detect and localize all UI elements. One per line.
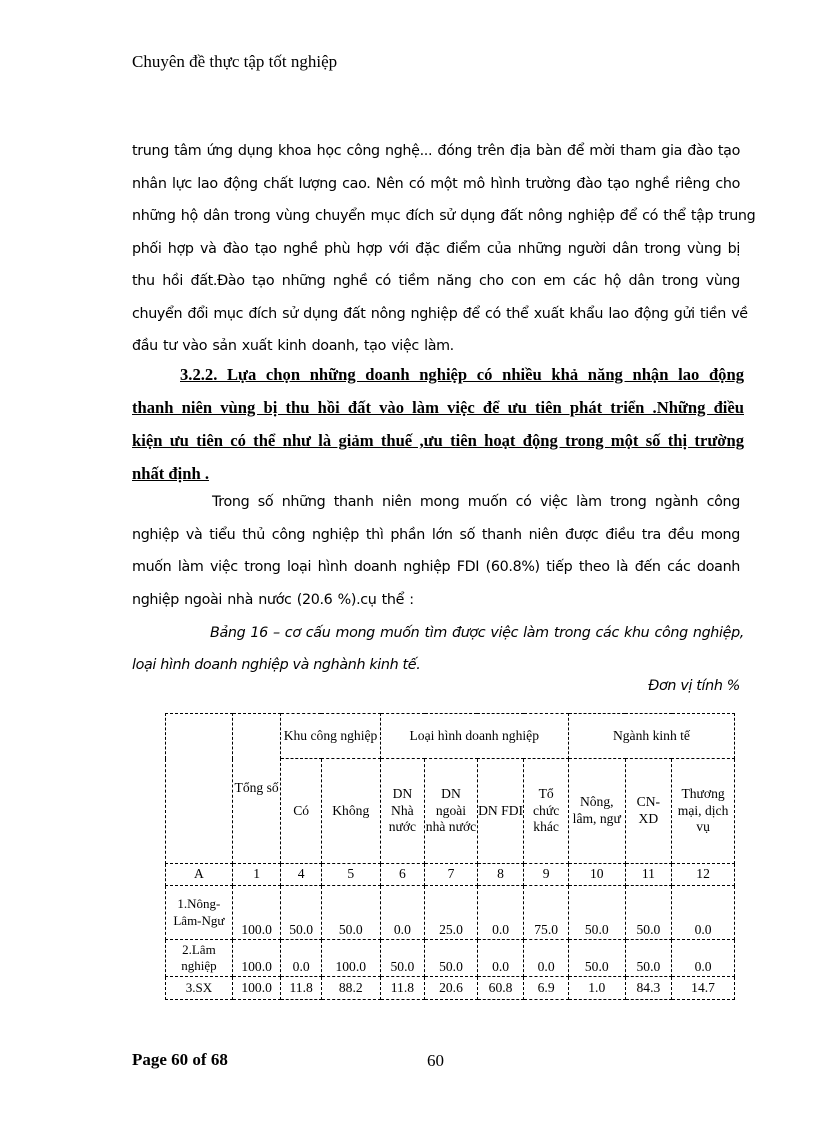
header-khong: Không: [321, 759, 380, 864]
table-cell: 50.0: [568, 940, 625, 977]
table-row: [166, 940, 735, 977]
table-cell: 0.0: [477, 886, 524, 940]
data-table: [165, 713, 735, 1000]
unit-label: Đơn vị tính %: [648, 678, 740, 694]
table-cell: 50.0: [625, 886, 672, 940]
intro-line: những hộ dân trong vùng chuyển mục đích sử dụng đất nông nghiệp để có thể tập trung: [132, 208, 756, 224]
table-row: [166, 886, 735, 940]
body-line: nghiệp và tiểu thủ công nghiệp thì phần lớn số thanh niên được điều tra đều mong: [132, 526, 740, 543]
intro-paragraph: [132, 135, 756, 363]
index-cell: 10: [568, 864, 625, 886]
table-cell: 6.9: [524, 977, 569, 1000]
index-cell: A: [166, 864, 233, 886]
table-cell: 50.0: [380, 940, 425, 977]
section-heading: [132, 358, 744, 490]
table-cell: 0.0: [380, 886, 425, 940]
table-row: [166, 977, 735, 1000]
header-nong-lam: Nông, lâm, ngư: [568, 759, 625, 864]
table-cell: 60.8: [477, 977, 524, 1000]
header-dn-fdi: DN FDI: [477, 759, 524, 864]
header-thuong-mai: Thương mại, dịch vụ: [672, 759, 735, 864]
table-cell: 14.7: [672, 977, 735, 1000]
group-header-khu: Khu công nghiệp: [281, 714, 380, 759]
table-cell: 0.0: [672, 886, 735, 940]
table-cell: 11.8: [281, 977, 321, 1000]
index-row: [166, 864, 735, 886]
intro-line: thu hồi đất.Đào tạo những nghề có tiềm năng cho con em các hộ dân trong vùng: [132, 273, 740, 289]
index-cell: 9: [524, 864, 569, 886]
header-cn-xd: CN- XD: [625, 759, 672, 864]
group-header-nganh: Ngành kinh tế: [568, 714, 734, 759]
caption-line: loại hình doanh nghiệp và nghành kinh tế.: [132, 657, 421, 673]
intro-line: nhân lực lao động chất lượng cao. Nên có một mô hình trường đào tạo nghề riêng cho: [132, 175, 740, 192]
table-cell: 88.2: [321, 977, 380, 1000]
index-cell: 8: [477, 864, 524, 886]
table-cell: 0.0: [524, 940, 569, 977]
section-heading-line: 3.2.2. Lựa chọn những doanh nghiệp có nhiều khả năng nhận lao động: [180, 365, 744, 384]
body-paragraph: [132, 486, 740, 616]
corner-cell: [166, 714, 233, 864]
intro-line: trung tâm ứng dụng khoa học công nghệ... đóng trên địa bàn để mời tham gia đào tạo: [132, 143, 740, 159]
table-cell: 25.0: [425, 886, 478, 940]
intro-line: phối hợp và đào tạo nghề phù hợp với đặc điểm của những người dân trong vùng bị: [132, 240, 740, 257]
section-heading-line: thanh niên vùng bị thu hồi đất vào làm việc để ưu tiên phát triển .Những điều: [132, 398, 744, 417]
section-heading-line: nhất định .: [132, 464, 210, 483]
table-cell: 100.0: [321, 940, 380, 977]
table-cell: 1.0: [568, 977, 625, 1000]
index-cell: 6: [380, 864, 425, 886]
table-cell: 50.0: [568, 886, 625, 940]
header-dn-nha-nuoc: DN Nhà nước: [380, 759, 425, 864]
table-cell: 50.0: [425, 940, 478, 977]
row-label: 1.Nông-Lâm-Ngư: [166, 886, 233, 940]
header-co: Có: [281, 759, 321, 864]
table-cell: 100.0: [232, 886, 281, 940]
page-header-title: Chuyên đề thực tập tốt nghiệp: [132, 52, 338, 71]
index-cell: 4: [281, 864, 321, 886]
header-tong-so: Tổng số: [232, 714, 281, 864]
index-cell: 7: [425, 864, 478, 886]
group-header-loai-hinh: Loại hình doanh nghiệp: [380, 714, 568, 759]
section-heading-line: kiện ưu tiên có thể như là giảm thuế ,ưu tiên hoạt động trong một số thị trường: [132, 431, 744, 450]
index-cell: 11: [625, 864, 672, 886]
table-cell: 50.0: [281, 886, 321, 940]
table-cell: 0.0: [281, 940, 321, 977]
caption-line: Bảng 16 – cơ cấu mong muốn tìm được việc làm trong các khu công nghiệp,: [210, 625, 744, 641]
footer-page-label: Page 60 of 68: [132, 1050, 228, 1069]
table-cell: 0.0: [477, 940, 524, 977]
intro-line: chuyển đổi mục đích sử dụng đất nông nghiệp để có thể xuất khẩu lao động gửi tiền về: [132, 305, 748, 322]
index-cell: 5: [321, 864, 380, 886]
table-caption: [132, 617, 744, 681]
header-dn-ngoai: DN ngoài nhà nước: [425, 759, 478, 864]
table-cell: 84.3: [625, 977, 672, 1000]
table-cell: 100.0: [232, 940, 281, 977]
index-cell: 12: [672, 864, 735, 886]
table-cell: 50.0: [625, 940, 672, 977]
body-line: muốn làm việc trong loại hình doanh nghiệp FDI (60.8%) tiếp theo là đến các doanh: [132, 559, 740, 575]
table-cell: 75.0: [524, 886, 569, 940]
table-cell: 11.8: [380, 977, 425, 1000]
table-cell: 100.0: [232, 977, 281, 1000]
table-cell: 50.0: [321, 886, 380, 940]
body-line: Trong số những thanh niên mong muốn có việc làm trong ngành công: [212, 494, 740, 510]
table-cell: 20.6: [425, 977, 478, 1000]
row-label: 3.SX: [166, 977, 233, 1000]
index-cell: 1: [232, 864, 281, 886]
intro-line: đầu tư vào sản xuất kinh doanh, tạo việc làm.: [132, 338, 454, 354]
row-label: 2.Lâm nghiệp: [166, 940, 233, 977]
header-to-chuc: Tổ chức khác: [524, 759, 569, 864]
body-line: nghiệp ngoài nhà nước (20.6 %).cụ thể :: [132, 591, 414, 608]
table-cell: 0.0: [672, 940, 735, 977]
footer-page-number: 60: [427, 1051, 444, 1070]
